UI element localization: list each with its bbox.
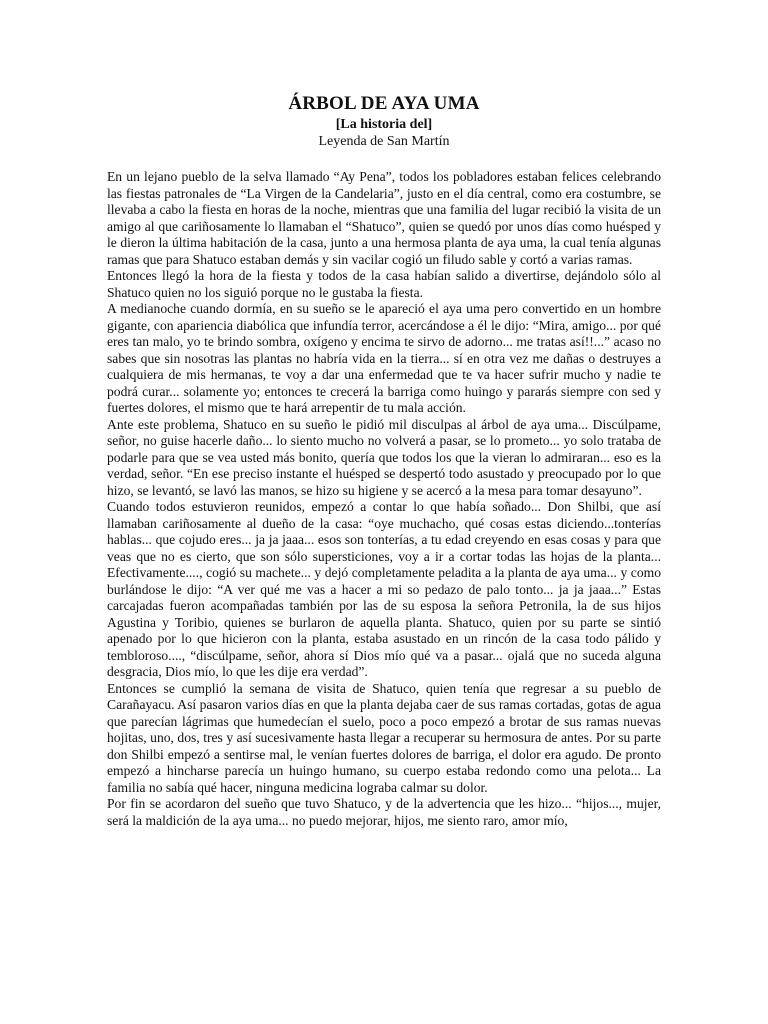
document-body	[107, 169, 661, 829]
paragraph: Entonces llegó la hora de la fiesta y todos de la casa habían salido a divertirse, dejándolo sólo al Shatuco quien no los siguió porque no le gustaba la fiesta.	[107, 268, 661, 300]
document-page	[107, 92, 661, 829]
paragraph: Entonces se cumplió la semana de visita de Shatuco, quien tenía que regresar a su pueblo de Carañayacu. Así pasaron varios días en que la planta dejaba caer de sus ramas cortadas, gotas de agua que parecían lágrimas que humedecían el suelo, poco a poco empezó a brotar de sus ramas nuevas hojitas, uno, dos, tres y así sucesivamente hasta llegar a recuperar su hermosura de antes. Por su parte don Shilbi empezó a sentirse mal, le venían fuertes dolores de barriga, el dolor era agudo. De pronto empezó a hincharse parecía un huingo humano, su cuerpo estaba redondo como una pelota... La familia no sabía qué hacer, ninguna medicina lograba calmar su dolor.	[107, 680, 661, 795]
paragraph: A medianoche cuando dormía, en su sueño se le apareció el aya uma pero convertido en un hombre gigante, con apariencia diabólica que infundía terror, acercándose a él le dijo: “Mira, amigo... por qué eres tan malo, yo te brindo sombra, oxígeno y encima te sirvo de adorno... me tratas así!!...” acaso no sabes que sin nosotras las plantas no habría vida en la tierra... sí en otra vez me dañas o destruyes a cualquiera de mis hermanas, te voy a dar una enfermedad que te va hacer sufrir mucho y nadie te podrá curar... solamente yo; entonces te crecerá la barriga como huingo y pararás siempre con sed y fuertes dolores, el mismo que te hará arrepentir de tu mala acción.	[107, 301, 661, 415]
document-legend-line: Leyenda de San Martín	[318, 134, 450, 149]
paragraph: En un lejano pueblo de la selva llamado “Ay Pena”, todos los pobladores estaban felices celebrando las fiestas patronales de “La Virgen de la Candelaria”, justo en el día central, como era costumbre, se llevaba a cabo la fiesta en horas de la noche, mientras que una familia del lugar recibió la visita de un amigo al que cariñosamente lo llamaban el “Shatuco”, quien se quedó por unos días como huésped y le dieron la última habitación de la casa, junto a una hermosa planta de aya uma, la cual tenía algunas ramas que para Shatuco estaban demás y sin vacilar cogió un filudo sable y cortó a varias ramas.	[107, 169, 661, 267]
paragraph: Por fin se acordaron del sueño que tuvo Shatuco, y de la advertencia que les hizo... “hijos..., mujer, será la maldición de la aya uma... no puedo mejorar, hijos, me siento raro, amor mío,	[107, 796, 661, 828]
paragraph: Ante este problema, Shatuco en su sueño le pidió mil disculpas al árbol de aya uma... Discúlpame, señor, no guise hacerle daño... lo siento mucho no volverá a pasar, se lo prometo... yo solo trataba de podarle para que se vea usted más bonito, quería que todos los que la vieran lo admiraran... eso es la verdad, señor. “En ese preciso instante el huésped se despertó todo asustado y preocupado por lo que hizo, se levantó, se lavó las manos, se hizo su higiene y se acercó a la mesa para tomar desayuno”.	[107, 416, 661, 498]
paragraph: Cuando todos estuvieron reunidos, empezó a contar lo que había soñado... Don Shilbi, que así llamaban cariñosamente al dueño de la casa: “oye muchacho, qué cosas estas diciendo...tonterías hablas... que cojudo eres... ja ja jaaa... esos son tonterías, a tu edad creyendo en esas cosas y para que veas que no es cierto, que son sólo supersticiones, voy a ir a cortar todas las hojas de la planta... Efectivamente...., cogió su machete... y dejó completamente peladita a la planta de aya uma... y como burlándose le dijo: “A ver qué me vas a hacer a mi so pedazo de palo tonto... ja ja jaaa...” Estas carcajadas fueron acompañadas también por las de su esposa la señora Petronila, la de sus hijos Agustina y Toribio, quienes se burlaron de aquella planta. Shatuco, quien por su parte se sintió apenado por lo que hicieron con la planta, estaba asustado en un rincón de la casa todo pálido y tembloroso...., “discúlpame, señor, ahora sí Dios mío qué va a pasar... ojalá que no suceda alguna desgracia, Dios mío, lo que les dije era verdad”.	[107, 499, 661, 679]
document-subtitle: [La historia del]	[335, 117, 433, 132]
document-title: ÁRBOL DE AYA UMA	[288, 93, 480, 114]
